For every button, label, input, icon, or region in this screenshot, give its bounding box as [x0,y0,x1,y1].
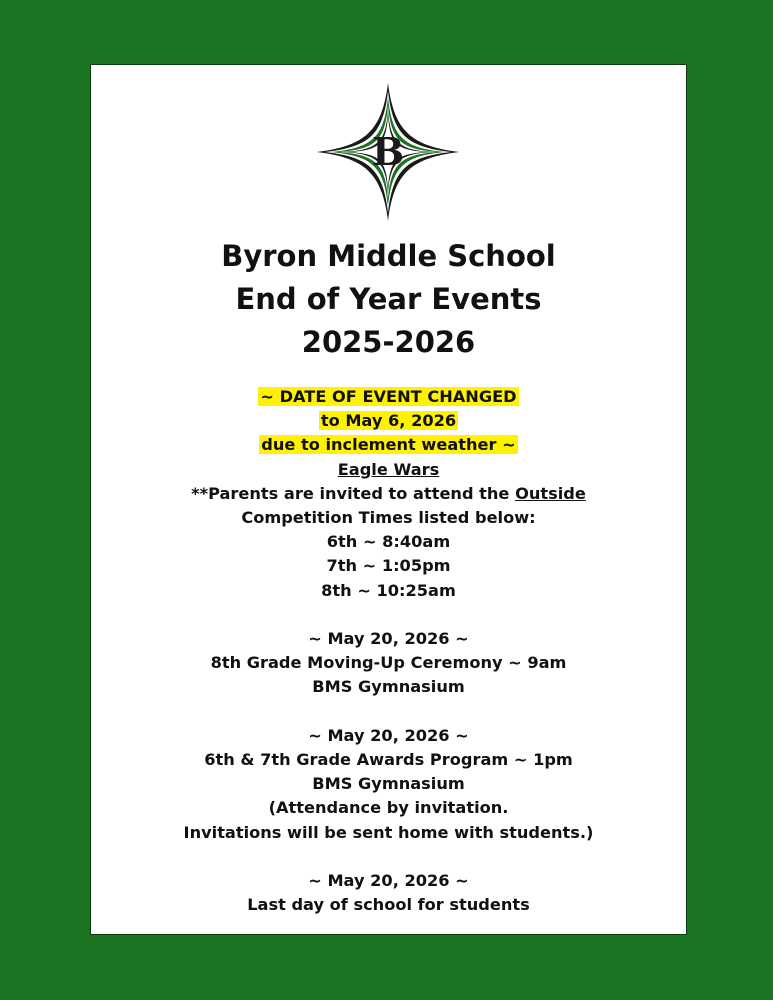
time-6th: 6th ~ 8:40am [326,532,451,552]
notice-line-3: due to inclement weather ~ [261,435,516,455]
invite-prefix: **Parents are invited to attend the [191,483,516,503]
eagle-wars-heading: Eagle Wars [337,459,440,479]
event1-name: 8th Grade Moving-Up Ceremony ~ 9am [210,653,567,673]
event2-date: ~ May 20, 2026 ~ [308,725,469,745]
title-year: 2025-2026 [301,325,476,359]
event3-date: ~ May 20, 2026 ~ [308,871,469,891]
event1-location: BMS Gymnasium [312,677,465,697]
notice-line-1: ~ DATE OF EVENT CHANGED [260,387,517,406]
title-school: Byron Middle School [221,239,556,273]
eagle-wars-invite-line2: Competition Times listed below: [241,508,536,528]
event2-note-1: (Attendance by invitation. [268,798,509,818]
notice-line-2: to May 6, 2026 [320,411,457,431]
event-list [91,385,686,917]
logo-letter: B [371,129,405,174]
diamond-b-logo [315,81,461,223]
event2-location: BMS Gymnasium [312,774,465,794]
event2-name: 6th & 7th Grade Awards Program ~ 1pm [204,750,573,770]
eagle-wars-invite [91,482,686,506]
event1-date: ~ May 20, 2026 ~ [308,629,469,649]
time-8th: 8th ~ 10:25am [321,580,456,600]
page-title [91,235,686,364]
flyer-page [90,64,687,935]
time-7th: 7th ~ 1:05pm [326,556,451,576]
event3-name: Last day of school for students [247,895,530,915]
invite-outside: Outside [515,483,586,503]
event2-note-2: Invitations will be sent home with students.) [183,822,594,842]
title-events: End of Year Events [235,282,542,316]
